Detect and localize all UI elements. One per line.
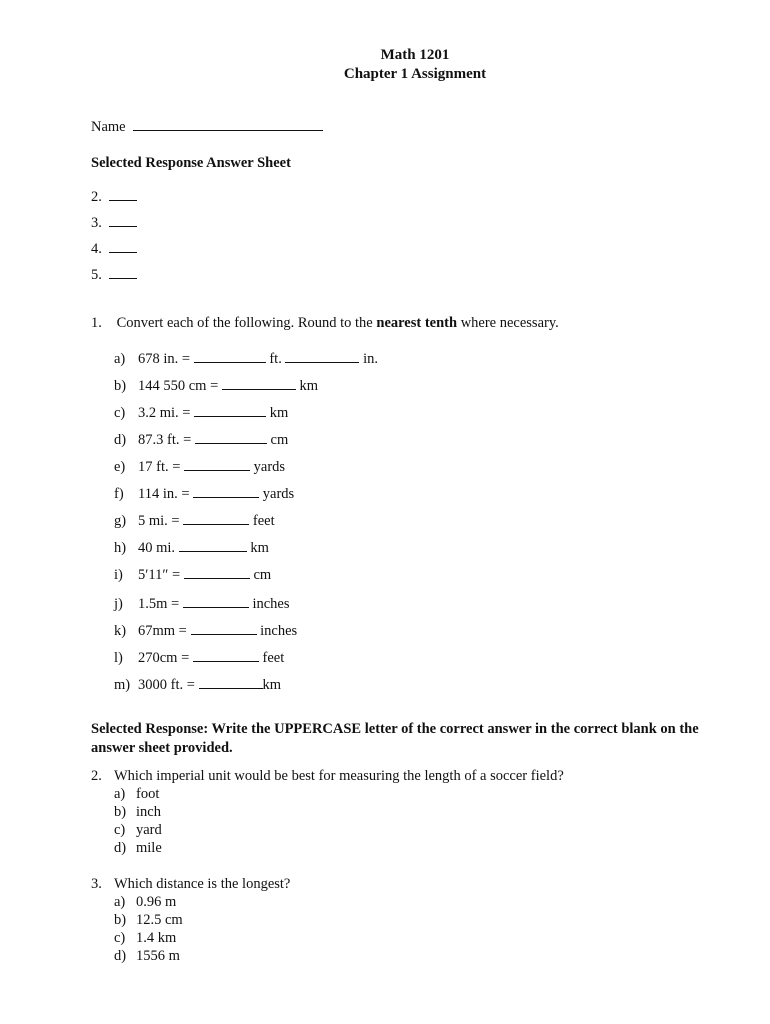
question-2 [91,767,564,857]
answer-blank[interactable] [109,266,137,279]
option-item: c) 1.4 km [114,930,177,946]
answer-line: 2. [91,188,137,214]
name-label: Name [91,119,126,135]
conversion-item: m) 3000 ft. = km [114,677,282,693]
conversion-item: b) 144 550 cm = km [114,378,319,394]
question-number: 2. [91,768,102,784]
question-number: 3. [91,876,102,892]
conversion-item: c) 3.2 mi. = km [114,405,289,421]
conversion-item: f) 114 in. = yards [114,486,295,502]
question-text-end: where necessary. [460,315,559,331]
option-item: d) mile [114,840,162,856]
question-text: Which distance is the longest? [114,876,291,892]
answer-blank[interactable] [179,539,247,552]
conversion-item: k) 67mm = inches [114,623,298,639]
answer-blank[interactable] [194,350,266,363]
question-3 [91,875,290,965]
conversion-item: d) 87.3 ft. = cm [114,432,289,448]
option-item: b) inch [114,804,161,820]
answer-line: 3. [91,214,137,240]
answer-blank[interactable] [199,676,263,689]
answer-blank[interactable] [195,431,267,444]
option-item: d) 1556 m [114,948,180,964]
answer-blank[interactable] [193,649,259,662]
selected-response-heading: Selected Response: Write the UPPERCASE letter of the correct answer in the correct blank on the answer sheet provided. [91,721,699,756]
conversion-item: e) 17 ft. = yards [114,459,286,475]
answer-blank[interactable] [109,240,137,253]
answer-blank[interactable] [222,377,296,390]
question-text: Convert each of the following. Round to the [116,315,373,331]
conversion-item: l) 270cm = feet [114,650,285,666]
conversion-item: a) 678 in. = ft. in. [114,351,378,367]
answer-blank[interactable] [194,404,266,417]
conversion-item: g) 5 mi. = feet [114,513,275,529]
answer-sheet [91,188,137,292]
answer-blank[interactable] [285,350,359,363]
question-1 [91,315,559,332]
question-text: Which imperial unit would be best for measuring the length of a soccer field? [114,768,564,784]
option-item: a) 0.96 m [114,894,177,910]
answer-blank[interactable] [109,188,137,201]
name-blank[interactable] [133,118,323,131]
option-item: b) 12.5 cm [114,912,183,928]
answer-blank[interactable] [183,595,249,608]
course-title: Math 1201 [380,47,450,63]
answer-line: 5. [91,266,137,292]
option-item: c) yard [114,822,162,838]
answer-sheet-heading: Selected Response Answer Sheet [91,155,291,171]
answer-blank[interactable] [184,458,250,471]
answer-blank[interactable] [184,566,250,579]
conversion-item: i) 5′11″ = cm [114,567,272,583]
answer-blank[interactable] [109,214,137,227]
question-emphasis: nearest tenth [376,315,458,331]
conversion-item: h) 40 mi. km [114,540,269,556]
name-field [91,118,323,136]
assignment-title: Chapter 1 Assignment [343,66,487,82]
title-block [0,46,770,84]
conversion-item: j) 1.5m = inches [114,596,290,612]
answer-line: 4. [91,240,137,266]
answer-blank[interactable] [191,622,257,635]
answer-blank[interactable] [183,512,249,525]
answer-blank[interactable] [193,485,259,498]
question-number: 1. [91,315,102,331]
option-item: a) foot [114,786,160,802]
